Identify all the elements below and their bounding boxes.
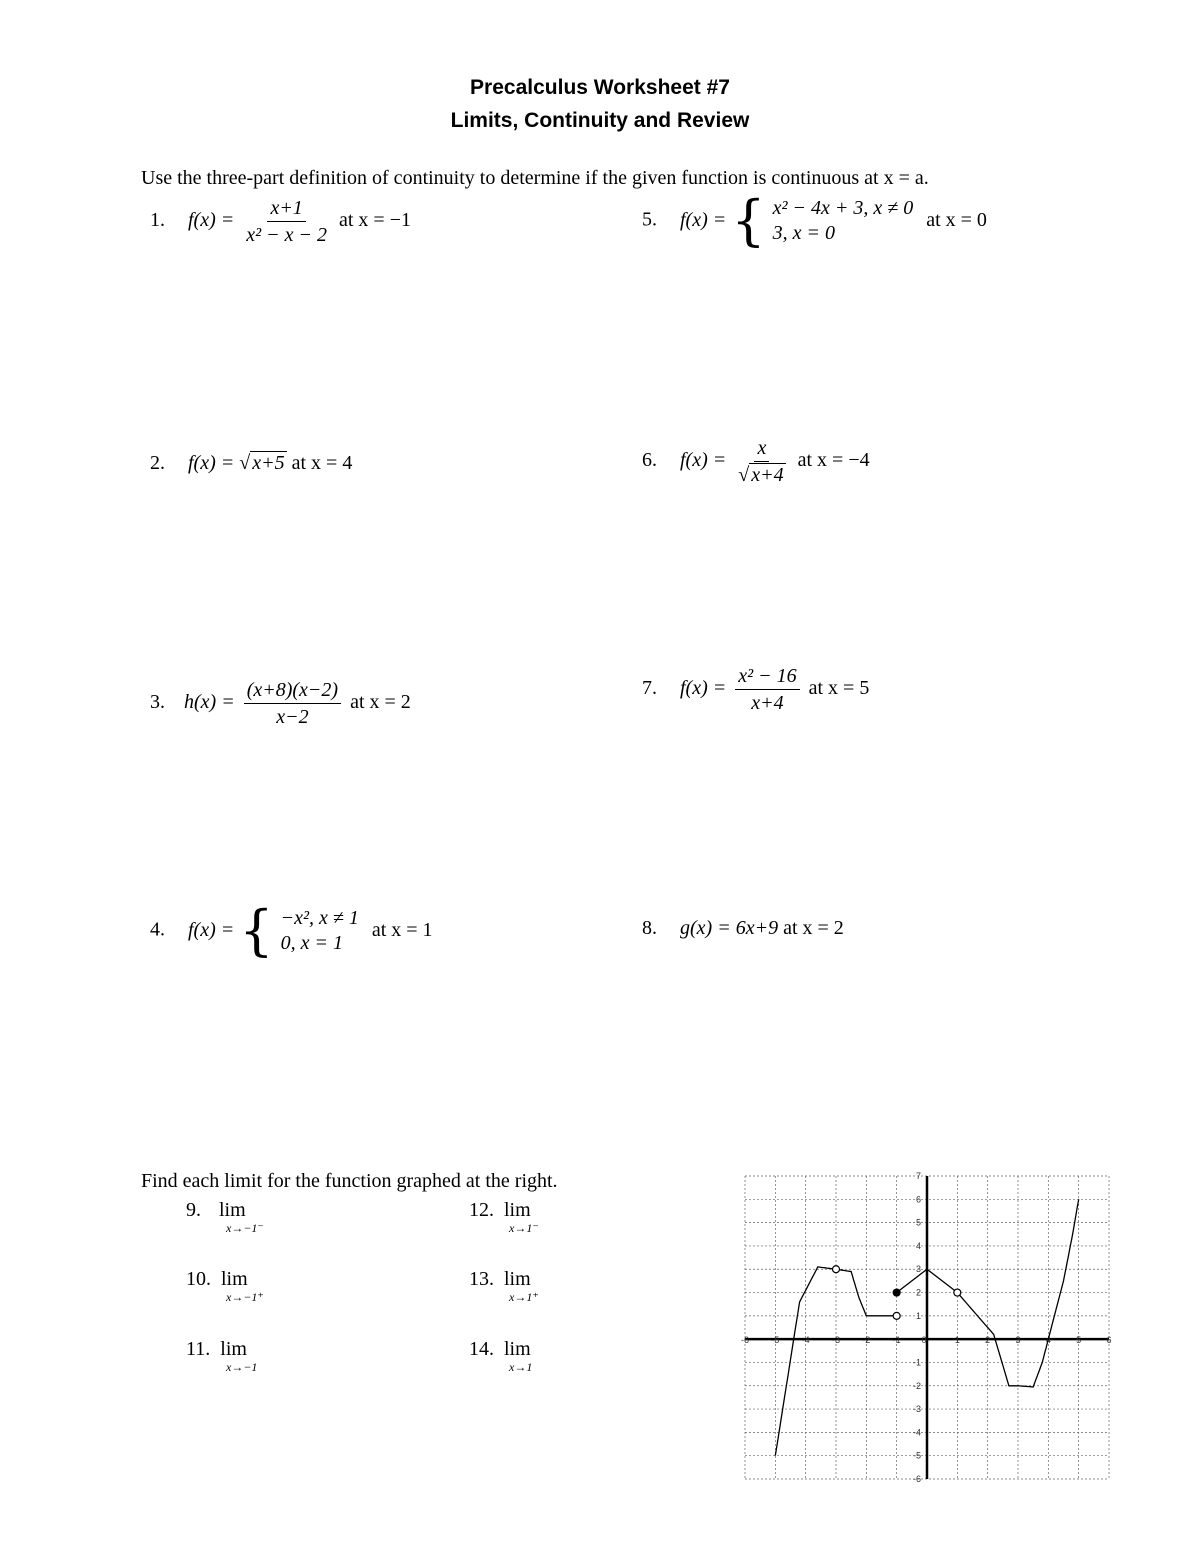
denominator: x+4: [751, 692, 784, 714]
radical-sign: √: [738, 464, 750, 486]
evaluation-point: at x = 5: [808, 677, 870, 700]
problem-number: 6.: [642, 449, 657, 472]
function-lhs: f(x) =: [188, 918, 235, 941]
fraction: [735, 664, 799, 715]
lim-subscript: x→1⁻: [509, 1221, 539, 1235]
function-lhs: g(x) =: [680, 917, 731, 939]
radicand: x+4: [751, 464, 784, 486]
y-tick-label: 6: [915, 1194, 921, 1205]
worksheet-title: Precalculus Worksheet #7: [470, 76, 730, 99]
limit-item-11: [186, 1338, 258, 1374]
numerator: x: [754, 436, 769, 462]
left-brace: {: [731, 189, 766, 252]
x-tick-label: 6: [1106, 1335, 1112, 1346]
piecewise-cases: [773, 196, 914, 246]
case-1: −x², x ≠ 1: [280, 907, 359, 929]
open-point: [833, 1266, 840, 1273]
x-tick-label: 4: [1045, 1335, 1051, 1346]
function-graph: [740, 1170, 1115, 1485]
y-tick-labels: [913, 1171, 921, 1484]
continuity-instructions: Use the three-part definition of continuity to determine if the given function is continuous at x = a.: [141, 167, 929, 189]
y-tick-label: 3: [915, 1264, 921, 1275]
function-lhs: h(x) =: [184, 691, 235, 714]
x-tick-label: -5: [771, 1335, 780, 1346]
x-tick-label: 3: [1015, 1335, 1021, 1346]
fraction: [735, 436, 788, 487]
problem-4: [150, 899, 433, 962]
item-number: 10.: [186, 1268, 211, 1290]
y-tick-label: 1: [915, 1310, 921, 1321]
lim-subscript: x→−1: [226, 1360, 258, 1374]
problem-1: [150, 196, 411, 247]
problem-number: 1.: [150, 209, 165, 232]
y-tick-label: 4: [915, 1240, 921, 1251]
evaluation-point: at x = 2: [783, 917, 844, 939]
y-tick-label: 2: [915, 1287, 921, 1298]
evaluation-point: at x = 2: [350, 691, 411, 714]
function-lhs: f(x) =: [680, 449, 727, 472]
y-tick-label: -2: [912, 1380, 921, 1391]
evaluation-point: at x = −1: [339, 209, 411, 232]
evaluation-point: at x = 4: [291, 452, 353, 474]
function-lhs: f(x) =: [680, 677, 727, 700]
y-tick-label: -5: [912, 1450, 921, 1461]
problem-5: [642, 189, 987, 252]
x-tick-label: 5: [1076, 1335, 1082, 1346]
fraction: [244, 678, 341, 729]
lim-label: lim: [504, 1268, 531, 1290]
radicand: x+5: [252, 452, 285, 474]
x-tick-label: 1: [954, 1335, 960, 1346]
x-tick-label: -6: [740, 1335, 750, 1346]
problem-number: 2.: [150, 452, 165, 474]
function-lhs: f(x) =: [680, 208, 727, 231]
open-point: [893, 1312, 900, 1319]
piecewise-cases: [281, 906, 359, 956]
evaluation-point: at x = 0: [926, 208, 987, 231]
y-tick-label: -3: [912, 1404, 921, 1415]
item-number: 12.: [469, 1199, 494, 1221]
lim-subscript: x→1: [509, 1360, 533, 1374]
worksheet-subtitle: Limits, Continuity and Review: [450, 109, 750, 132]
item-number: 11.: [186, 1338, 211, 1360]
problem-number: 7.: [642, 677, 657, 700]
denominator: x−2: [276, 706, 309, 728]
limit-item-10: [186, 1268, 264, 1304]
problem-6: [642, 436, 870, 487]
limit-item-12: [469, 1199, 539, 1235]
lim-label: lim: [504, 1199, 531, 1221]
radical-sign: √: [239, 452, 251, 474]
limit-item-9: [186, 1199, 264, 1235]
y-tick-label: -1: [912, 1357, 921, 1368]
case-1: x² − 4x + 3, x ≠ 0: [772, 197, 914, 219]
curve-segment-left: [775, 1267, 866, 1456]
problem-number: 4.: [150, 918, 165, 941]
lim-label: lim: [504, 1338, 531, 1360]
numerator: (x+8)(x−2): [244, 678, 341, 704]
function-expression: 6x+9: [735, 917, 779, 939]
problem-number: 3.: [150, 691, 165, 714]
numerator: x+1: [267, 196, 305, 222]
x-tick-label: -1: [892, 1335, 901, 1346]
fraction: [243, 196, 330, 247]
problem-number: 5.: [642, 208, 657, 231]
y-tick-label: 7: [915, 1171, 921, 1181]
item-number: 9.: [186, 1199, 201, 1221]
problem-8: [642, 917, 844, 940]
x-tick-label: -2: [862, 1335, 871, 1346]
axes: [745, 1176, 1112, 1479]
y-tick-label: 5: [915, 1217, 921, 1228]
item-number: 14.: [469, 1338, 494, 1360]
problem-3: [150, 678, 411, 729]
evaluation-point: at x = −4: [797, 449, 870, 472]
lim-label: lim: [220, 1338, 247, 1360]
lim-label: lim: [221, 1268, 248, 1290]
y-tick-label: -4: [912, 1427, 921, 1438]
limit-item-13: [469, 1268, 539, 1304]
x-tick-label: 2: [985, 1335, 991, 1346]
numerator: x² − 16: [735, 664, 799, 690]
x-tick-label: -3: [831, 1335, 841, 1346]
limits-instructions: Find each limit for the function graphed at the right.: [141, 1170, 558, 1192]
lim-subscript: x→−1⁺: [226, 1290, 264, 1304]
problem-7: [642, 664, 869, 715]
case-2: 0, x = 1: [280, 932, 343, 954]
evaluation-point: at x = 1: [371, 918, 433, 941]
denominator: x² − x − 2: [246, 224, 327, 246]
lim-subscript: x→−1⁻: [226, 1221, 264, 1235]
case-2: 3, x = 0: [772, 222, 835, 244]
problem-number: 8.: [642, 917, 657, 939]
lim-label: lim: [219, 1199, 246, 1221]
closed-point: [893, 1289, 900, 1296]
item-number: 13.: [469, 1268, 494, 1290]
x-tick-label: 0: [921, 1335, 927, 1346]
problem-2: [150, 452, 352, 475]
function-lhs: f(x) =: [188, 209, 235, 232]
limit-item-14: [469, 1338, 533, 1374]
left-brace: {: [239, 899, 274, 962]
open-point: [954, 1289, 961, 1296]
lim-subscript: x→1⁺: [509, 1290, 539, 1304]
function-lhs: f(x) =: [188, 452, 235, 474]
y-tick-label: -6: [912, 1474, 921, 1484]
x-tick-label: -4: [801, 1335, 810, 1346]
